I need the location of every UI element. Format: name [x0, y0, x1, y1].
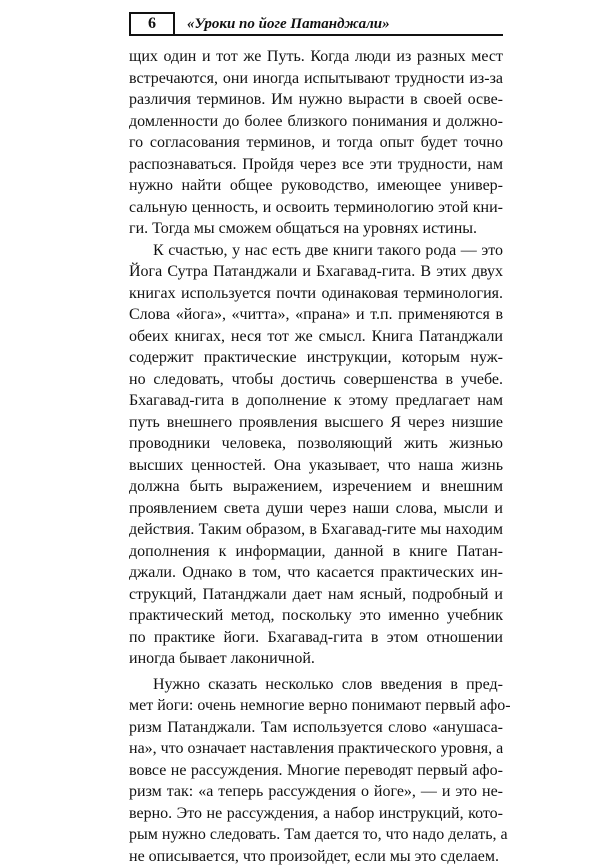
- text-line: распознаваться. Пройдя через все эти трудности, нам: [129, 154, 503, 176]
- text-line: нужно найти общее руководство, имеющее универ-: [129, 175, 503, 197]
- text-line: действия. Таким образом, в Бхагавад-гите мы находим: [129, 519, 503, 541]
- text-line: должна быть выражением, изречением и внешним: [129, 476, 503, 498]
- text-line: рым нужно следовать. Там дается то, что надо делать, а: [129, 824, 503, 846]
- text-line: иногда бывает лаконичной.: [129, 648, 503, 670]
- text-line: обеих книгах, неся тот же смысл. Книга Патанджали: [129, 326, 503, 348]
- text-line: К счастью, у нас есть две книги такого рода — это: [129, 240, 503, 262]
- paragraph: [129, 240, 503, 670]
- page-number: 6: [129, 12, 175, 36]
- text-line: ги. Тогда мы сможем общаться на уровнях истины.: [129, 218, 503, 240]
- text-line: Бхагавад-гита в дополнение к этому предлагает нам: [129, 390, 503, 412]
- text-line: различия терминов. Им нужно вырасти в своей осве-: [129, 89, 503, 111]
- text-line: проводники человека, позволяющий жить жизнью: [129, 433, 503, 455]
- body-text: [129, 46, 503, 867]
- text-line: Йога Сутра Патанджали и Бхагавад-гита. В этих двух: [129, 261, 503, 283]
- text-line: домленности до более близкого понимания и должно-: [129, 111, 503, 133]
- text-line: мет йоги: очень немногие верно понимают первый афо-: [129, 695, 503, 717]
- paragraph: [129, 674, 503, 867]
- text-line: по практике йоги. Бхагавад-гита в этом отношении: [129, 627, 503, 649]
- text-line: ризм так: «а теперь рассуждения о йоге», — и это не-: [129, 781, 503, 803]
- text-line: содержит практические инструкции, которым нуж-: [129, 347, 503, 369]
- text-line: путь внешнего проявления высшего Я через низшие: [129, 412, 503, 434]
- text-line: верно. Это не рассуждения, а набор инструкций, кото-: [129, 803, 503, 825]
- text-line: книгах используется почти одинаковая терминология.: [129, 283, 503, 305]
- text-line: но следовать, чтобы достичь совершенства в учебе.: [129, 369, 503, 391]
- text-line: джали. Однако в том, что касается практических ин-: [129, 562, 503, 584]
- text-line: щих один и тот же Путь. Когда люди из разных мест: [129, 46, 503, 68]
- text-line: ризм Патанджали. Там используется слово «анушаса-: [129, 717, 503, 739]
- paragraph: [129, 46, 503, 240]
- header-rule: [173, 34, 503, 36]
- text-line: проявлением света души через наши слова, мысли и: [129, 498, 503, 520]
- running-header: [129, 12, 503, 38]
- text-line: практический метод, поскольку это именно учебник: [129, 605, 503, 627]
- text-line: Слова «йога», «читта», «прана» и т.п. применяются в: [129, 304, 503, 326]
- text-line: Нужно сказать несколько слов введения в пред-: [129, 674, 503, 696]
- text-line: го согласования терминов, и тогда опыт будет точно: [129, 132, 503, 154]
- text-line: сальную ценность, и освоить терминологию этой кни-: [129, 197, 503, 219]
- text-line: струкций, Патанджали дает нам ясный, подробный и: [129, 584, 503, 606]
- text-line: вовсе не рассуждения. Многие переводят первый афо-: [129, 760, 503, 782]
- text-line: высших ценностей. Она указывает, что наша жизнь: [129, 455, 503, 477]
- text-line: встречаются, они иногда испытывают трудности из-за: [129, 68, 503, 90]
- text-line: дополнения к информации, данной в книге Патан-: [129, 541, 503, 563]
- text-line: не описывается, что произойдет, если мы это сделаем.: [129, 846, 503, 867]
- running-title: «Уроки по йоге Патанджали»: [187, 14, 390, 34]
- text-line: на», что означает наставления практического уровня, а: [129, 738, 503, 760]
